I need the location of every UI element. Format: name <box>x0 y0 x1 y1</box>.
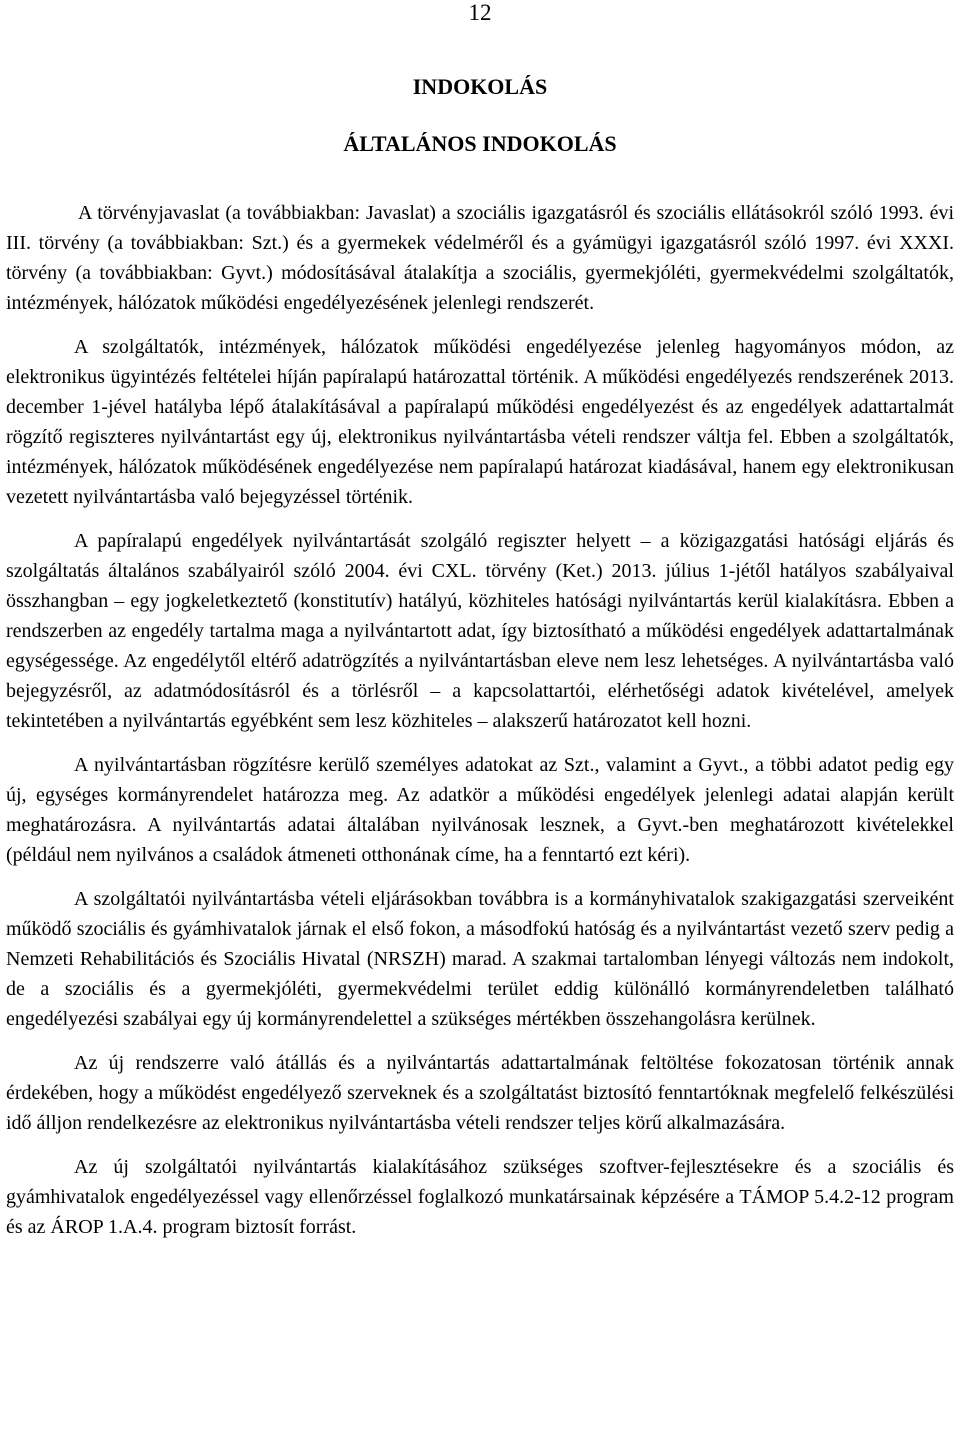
document-title: INDOKOLÁS <box>412 74 548 99</box>
paragraph-7: Az új szolgáltatói nyilvántartás kialakításához szükséges szoftver-fejlesztésekre és a szociális és gyámhivatalok engedélyezéssel vagy ellenőrzéssel foglalkozó munkatársainak képzésére a TÁMOP 5.4.2-12 program és az ÁROP 1.A.4. program biztosít forrást. <box>6 1156 954 1238</box>
paragraph-4: A nyilvántartásban rögzítésre kerülő személyes adatokat az Szt., valamint a Gyvt., a többi adatot pedig egy új, egységes kormányrendelet határozza meg. Az adatkör a működési engedélyek jelenlegi adatai alapján került meghatározásra. A nyilvántartás adatai általában nyilvánosak lesznek, a Gyvt.-ben meghatározott kivételekkel (például nem nyilvános a családok átmeneti otthonának címe, ha a fenntartó ezt kéri). <box>6 754 954 866</box>
paragraph-1: A törvényjavaslat (a továbbiakban: Javaslat) a szociális igazgatásról és szociális ellátásokról szóló 1993. évi III. törvény (a továbbiakban: Szt.) és a gyermekek védelméről és a gyámügyi igazgatásról szóló 1997. évi XXXI. törvény (a továbbiakban: Gyvt.) módosításával átalakítja a szociális, gyermekjóléti, gyermekvédelmi szolgáltatók, intézmények, hálózatok működési engedélyezésének jelenlegi rendszerét. <box>6 202 954 314</box>
paragraph-6: Az új rendszerre való átállás és a nyilvántartás adattartalmának feltöltése fokozatosan történik annak érdekében, hogy a működést engedélyező szerveknek és a szolgáltatást biztosító fenntartóknak megfelelő felkészülési idő álljon rendelkezésre az elektronikus nyilvántartásba vételi rendszer teljes körű alkalmazására. <box>6 1052 954 1134</box>
paragraph-3: A papíralapú engedélyek nyilvántartását szolgáló regiszter helyett – a közigazgatási hatósági eljárás és szolgáltatás általános szabályairól szóló 2004. évi CXL. törvény (Ket.) 2013. július 1-jétől hatályos szabályaival összhangban – egy jogkeletkeztető (konstitutív) hatályú, közhiteles hatósági nyilvántartás kerül kialakításra. Ebben a rendszerben az engedély tartalma maga a nyilvántartott adat, így biztosítható a működési engedélyek adattartalmának egységessége. Az engedélytől eltérő adatrögzítés a nyilvántartásban eleve nem lesz lehetséges. A nyilvántartásba való bejegyzésről, az adatmódosításról és a törlésről – a kapcsolattartói, elérhetőségi adatok kivételével, amelyek tekintetében a nyilvántartás egyébként sem lesz közhiteles – alakszerű határozatot kell hozni. <box>6 530 954 732</box>
paragraph-2: A szolgáltatók, intézmények, hálózatok működési engedélyezése jelenleg hagyományos módon, az elektronikus ügyintézés feltételei híján papíralapú határozattal történik. A működési engedélyezés rendszerének 2013. december 1-jével hatályba lépő átalakításával a papíralapú működési engedélyezést és az engedélyek adattartalmát rögzítő regiszteres nyilvántartást egy új, elektronikus nyilvántartásba vételi rendszer váltja fel. Ebben a szolgáltatók, intézmények, hálózatok működésének engedélyezése nem papíralapú határozat kiadásával, hanem egy elektronikusan vezetett nyilvántartásba való bejegyzéssel történik. <box>6 336 954 508</box>
document-body <box>6 198 954 1256</box>
paragraph-5: A szolgáltatói nyilvántartásba vételi eljárásokban továbbra is a kormányhivatalok szakigazgatási szerveiként működő szociális és gyámhivatalok járnak el első fokon, a másodfokú hatóság és a nyilvántartást vezető szerv pedig a Nemzeti Rehabilitációs és Szociális Hivatal (NRSZH) marad. A szakmai tartalomban lényegi változás nem indokolt, de a szociális és a gyermekjóléti, gyermekvédelmi terület eddig különálló kormányrendeletben található engedélyezési szabályai egy új kormányrendelettel a szükséges mértékben összehangolásra kerülnek. <box>6 888 954 1030</box>
section-title: ÁLTALÁNOS INDOKOLÁS <box>343 131 617 156</box>
page-number: 12 <box>468 0 492 25</box>
